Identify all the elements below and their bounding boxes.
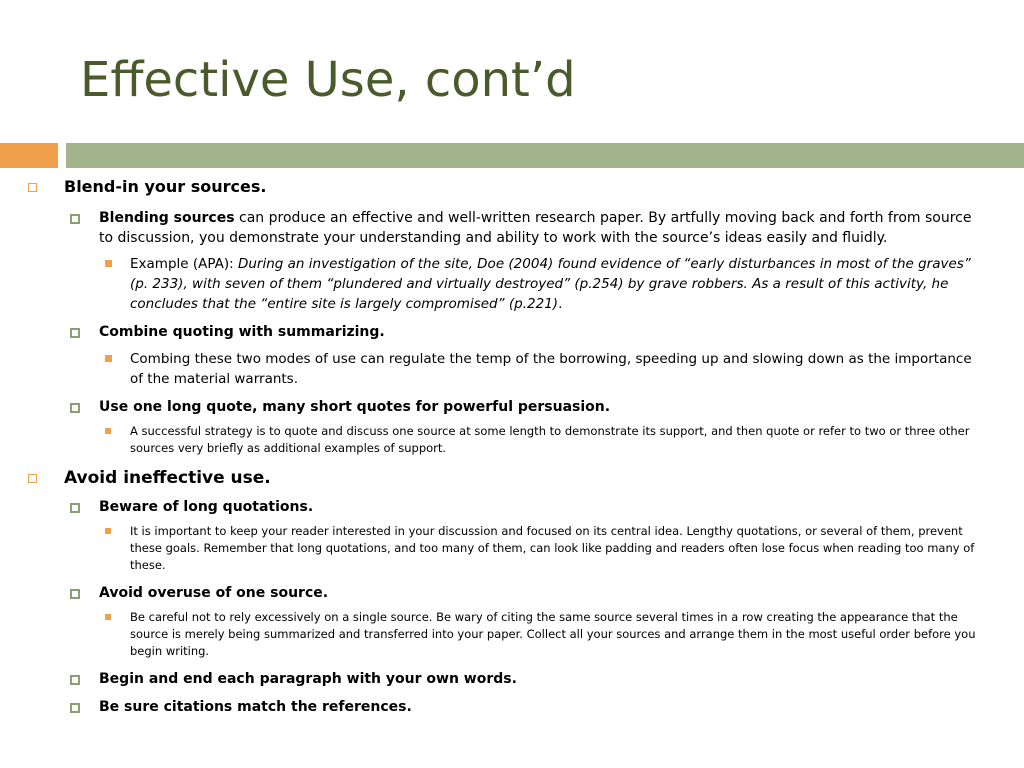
title-accent-bar-green xyxy=(66,143,1024,168)
sub-bullet-combine xyxy=(0,322,1024,342)
square-bullet-icon xyxy=(70,503,80,513)
bullet-avoid-ineffective xyxy=(0,467,1024,489)
sub-bullet-begin-end xyxy=(0,669,1024,689)
detail-combine xyxy=(0,349,1024,389)
square-bullet-icon xyxy=(70,675,80,685)
square-bullet-icon xyxy=(70,214,80,224)
detail-example-apa xyxy=(0,254,1024,314)
bullet-text: Be sure citations match the references. xyxy=(99,699,412,715)
sub-bullet-citations xyxy=(0,697,1024,717)
sub-bullet-blending-sources xyxy=(0,208,1024,248)
slide-body xyxy=(0,176,1024,717)
square-bullet-icon xyxy=(28,474,37,483)
bullet-text: Avoid ineffective use. xyxy=(64,468,271,488)
filled-square-bullet-icon xyxy=(105,528,111,534)
example-quote: During an investigation of the site, Doe (2004) found evidence of “early disturbances in most of the graves” (p. 233), with seven of them “plundered and virtually destroyed” (p.254) by grave robbers. As a result of this activity, he concludes that the “entire site is largely compromised” (p.221) xyxy=(130,256,971,312)
square-bullet-icon xyxy=(70,403,80,413)
sub-bullet-beware xyxy=(0,497,1024,517)
bullet-text: Beware of long quotations. xyxy=(99,499,314,515)
bullet-blend-in xyxy=(0,176,1024,198)
title-accent-bar-orange xyxy=(0,143,58,168)
slide-title: Effective Use, cont’d xyxy=(80,52,576,108)
bullet-text: Use one long quote, many short quotes for powerful persuasion. xyxy=(99,399,611,415)
square-bullet-icon xyxy=(70,328,80,338)
detail-overuse xyxy=(0,609,1024,660)
example-prefix: Example (APA): xyxy=(130,256,238,272)
filled-square-bullet-icon xyxy=(105,260,112,267)
square-bullet-icon xyxy=(28,183,37,192)
bullet-text: Blend-in your sources. xyxy=(64,177,267,196)
bullet-text: Begin and end each paragraph with your own words. xyxy=(99,671,517,687)
detail-text: A successful strategy is to quote and discuss one source at some length to demonstrate its support, and then quote or refer to two or three other sources very briefly as additional examples of support. xyxy=(130,424,970,455)
sub-bullet-overuse xyxy=(0,583,1024,603)
filled-square-bullet-icon xyxy=(105,428,111,434)
bullet-lead: Blending sources xyxy=(99,210,235,226)
bullet-text: can produce an effective and well-written research paper. By artfully moving back and forth from source to discussion, you demonstrate your understanding and ability to work with the source’s ideas easily and fluidly. xyxy=(99,210,972,246)
detail-text: It is important to keep your reader interested in your discussion and focused on its central idea. Lengthy quotations, or several of them, prevent these goals. Remember that long quotations, and too many of them, can look like padding and readers often lose focus when reading too many of these. xyxy=(130,524,975,572)
filled-square-bullet-icon xyxy=(105,614,111,620)
detail-long-quote xyxy=(0,423,1024,457)
bullet-text: Combine quoting with summarizing. xyxy=(99,324,385,340)
filled-square-bullet-icon xyxy=(105,355,112,362)
sub-bullet-long-quote xyxy=(0,397,1024,417)
detail-text: Combing these two modes of use can regulate the temp of the borrowing, speeding up and slowing down as the importance of the material warrants. xyxy=(130,351,972,387)
detail-beware xyxy=(0,523,1024,574)
example-suffix: . xyxy=(558,296,563,312)
bullet-text: Avoid overuse of one source. xyxy=(99,585,329,601)
square-bullet-icon xyxy=(70,589,80,599)
detail-text: Be careful not to rely excessively on a single source. Be wary of citing the same source several times in a row creating the appearance that the source is merely being summarized and transferred into your paper. Collect all your sources and arrange them in the most useful order before you begin writing. xyxy=(130,610,976,658)
square-bullet-icon xyxy=(70,703,80,713)
